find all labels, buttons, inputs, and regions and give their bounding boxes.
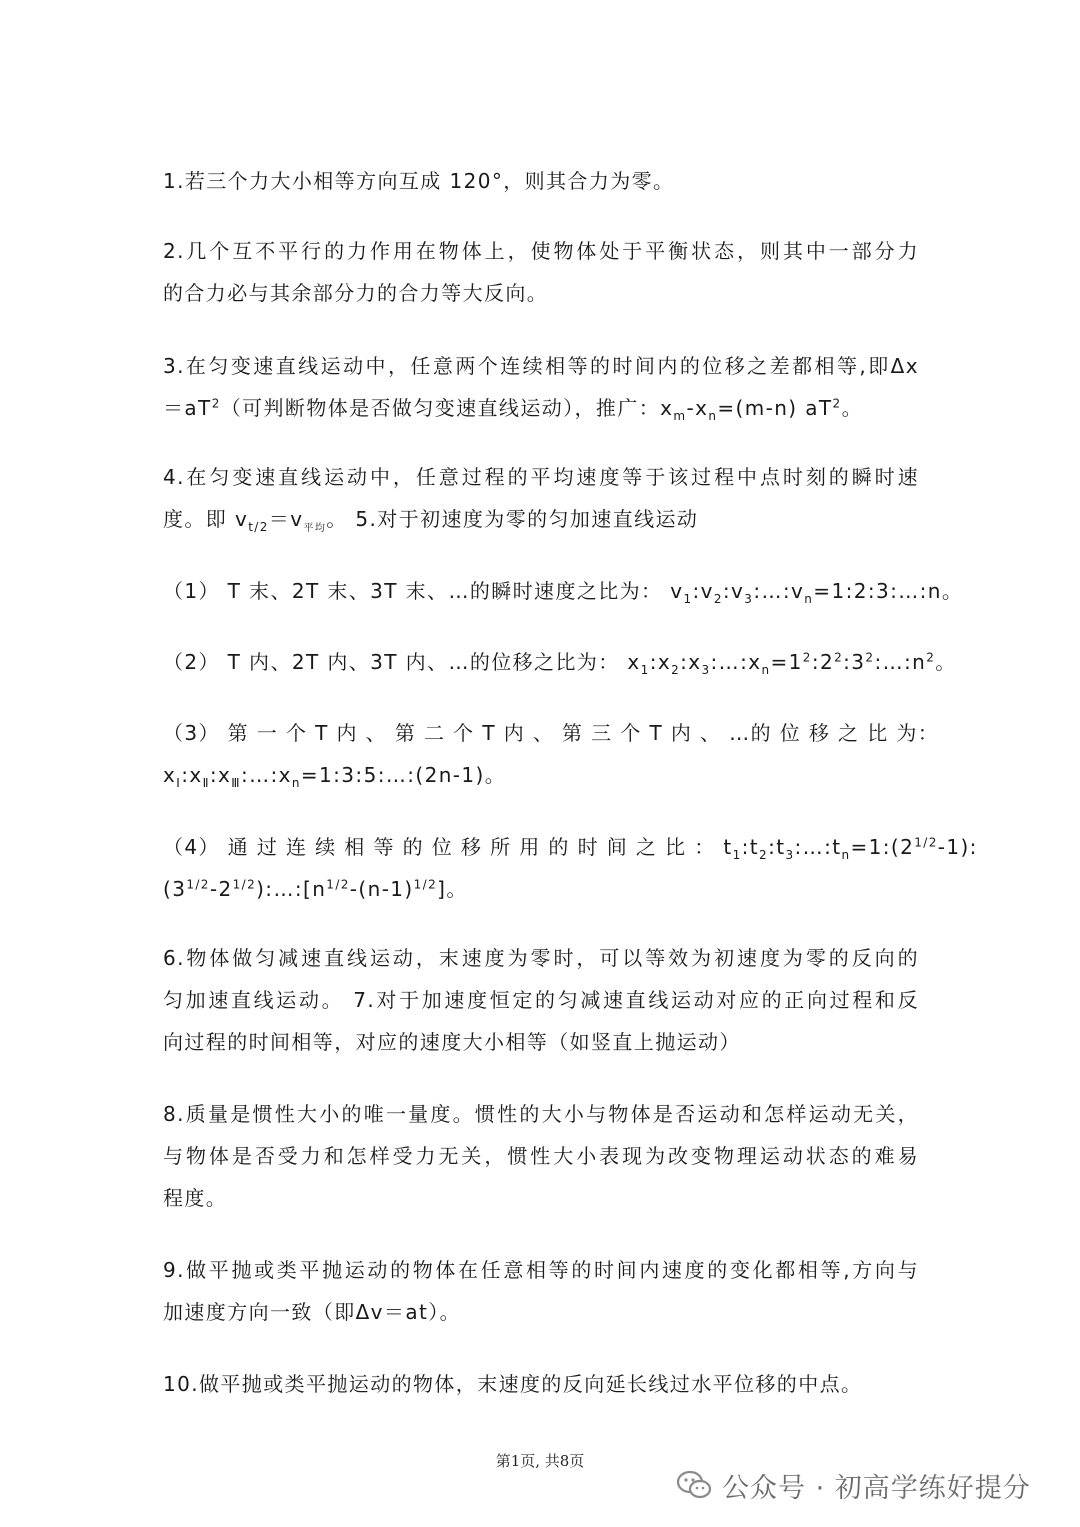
text-line: 3.在匀变速直线运动中，任意两个连续相等的时间内的位移之差都相等,即Δx [163, 354, 919, 378]
page-number: 第1页, 共8页 [495, 1452, 585, 1470]
text-line: 2.几个互不平行的力作用在物体上，使物体处于平衡状态，则其中一部分力 [163, 239, 919, 263]
text-line: 匀加速直线运动。 7.对于加速度恒定的匀减速直线运动对应的正向过程和反 [163, 988, 919, 1012]
text-line: 8.质量是惯性大小的唯一量度。惯性的大小与物体是否运动和怎样运动无关， [163, 1102, 919, 1126]
formula-line: （1） T 末、2T 末、3T 末、…的瞬时速度之比为： $v_1:v_2:v_3:\dots:v_n=1:2:3:\dots:n$。 [163, 579, 964, 606]
sub-item-2 [163, 641, 957, 683]
item-6-7 [163, 937, 919, 1063]
formula-line: 度。即 $v_{t/2}=v_{平均}$。 5.对于初速度为零的匀加速直线运动 [163, 507, 699, 534]
item-2 [163, 230, 919, 314]
watermark-text: 公众号 · 初高学练好提分 [722, 1472, 1031, 1504]
sub-item-3 [163, 712, 940, 796]
text-line: 加速度方向一致（即Δv＝at）。 [163, 1300, 462, 1324]
item-10 [163, 1363, 919, 1405]
text-line: 6.物体做匀减速直线运动，末速度为零时，可以等效为初速度为零的反向的 [163, 946, 919, 970]
text-line: 的合力必与其余部分力的合力等大反向。 [163, 281, 549, 305]
text-line: 9.做平抛或类平抛运动的物体在任意相等的时间内速度的变化都相等,方向与 [163, 1258, 919, 1282]
item-9 [163, 1249, 919, 1333]
watermark [676, 1465, 1031, 1505]
text-line: 4.在匀变速直线运动中，任意过程的平均速度等于该过程中点时刻的瞬时速 [163, 465, 919, 489]
text-line: 向过程的时间相等，对应的速度大小相等（如竖直上抛运动） [163, 1030, 741, 1054]
item-4 [163, 456, 919, 540]
formula-line: $x_Ⅰ:x_Ⅱ:x_Ⅲ:\dots:x_n=1:3:5:\dots:(2n-1)$。 [163, 763, 507, 790]
item-3 [163, 345, 919, 429]
text-line: 1.若三个力大小相等方向互成 120°，则其合力为零。 [163, 169, 675, 193]
item-8 [163, 1093, 919, 1219]
sub-item-1 [163, 570, 964, 612]
sub-item-4 [163, 826, 978, 910]
formula-line: （2） T 内、2T 内、3T 内、…的位移之比为： $x_1:x_2:x_3:\dots:x_n=1^2:2^2:3^2:\dots:n^2$。 [163, 650, 957, 677]
text-line: 与物体是否受力和怎样受力无关，惯性大小表现为改变物理运动状态的难易 [163, 1144, 919, 1168]
wechat-icon [676, 1470, 712, 1500]
text-line: 程度。 [163, 1186, 228, 1210]
text-line: 10.做平抛或类平抛运动的物体，末速度的反向延长线过水平位移的中点。 [163, 1372, 863, 1396]
item-1 [163, 160, 919, 202]
text-line: （3） 第 一 个 T 内 、 第 二 个 T 内 、 第 三 个 T 内 、 …的 位 移 之 比 为： [163, 721, 940, 745]
formula-line: $=aT^2$（可判断物体是否做匀变速直线运动），推广：$x_m-x_n=(m-n)$ $aT^2$。 [163, 396, 863, 423]
formula-line: $(3^{1/2}-2^{1/2}):\dots:[n^{1/2}-(n-1)^{1/2}]$。 [163, 877, 468, 901]
formula-line: （4） 通 过 连 续 相 等 的 位 移 所 用 的 时 间 之 比 ： $t_1:t_2:t_3:\dots:t_n=1:(2^{1/2}-1)$: [163, 835, 978, 862]
